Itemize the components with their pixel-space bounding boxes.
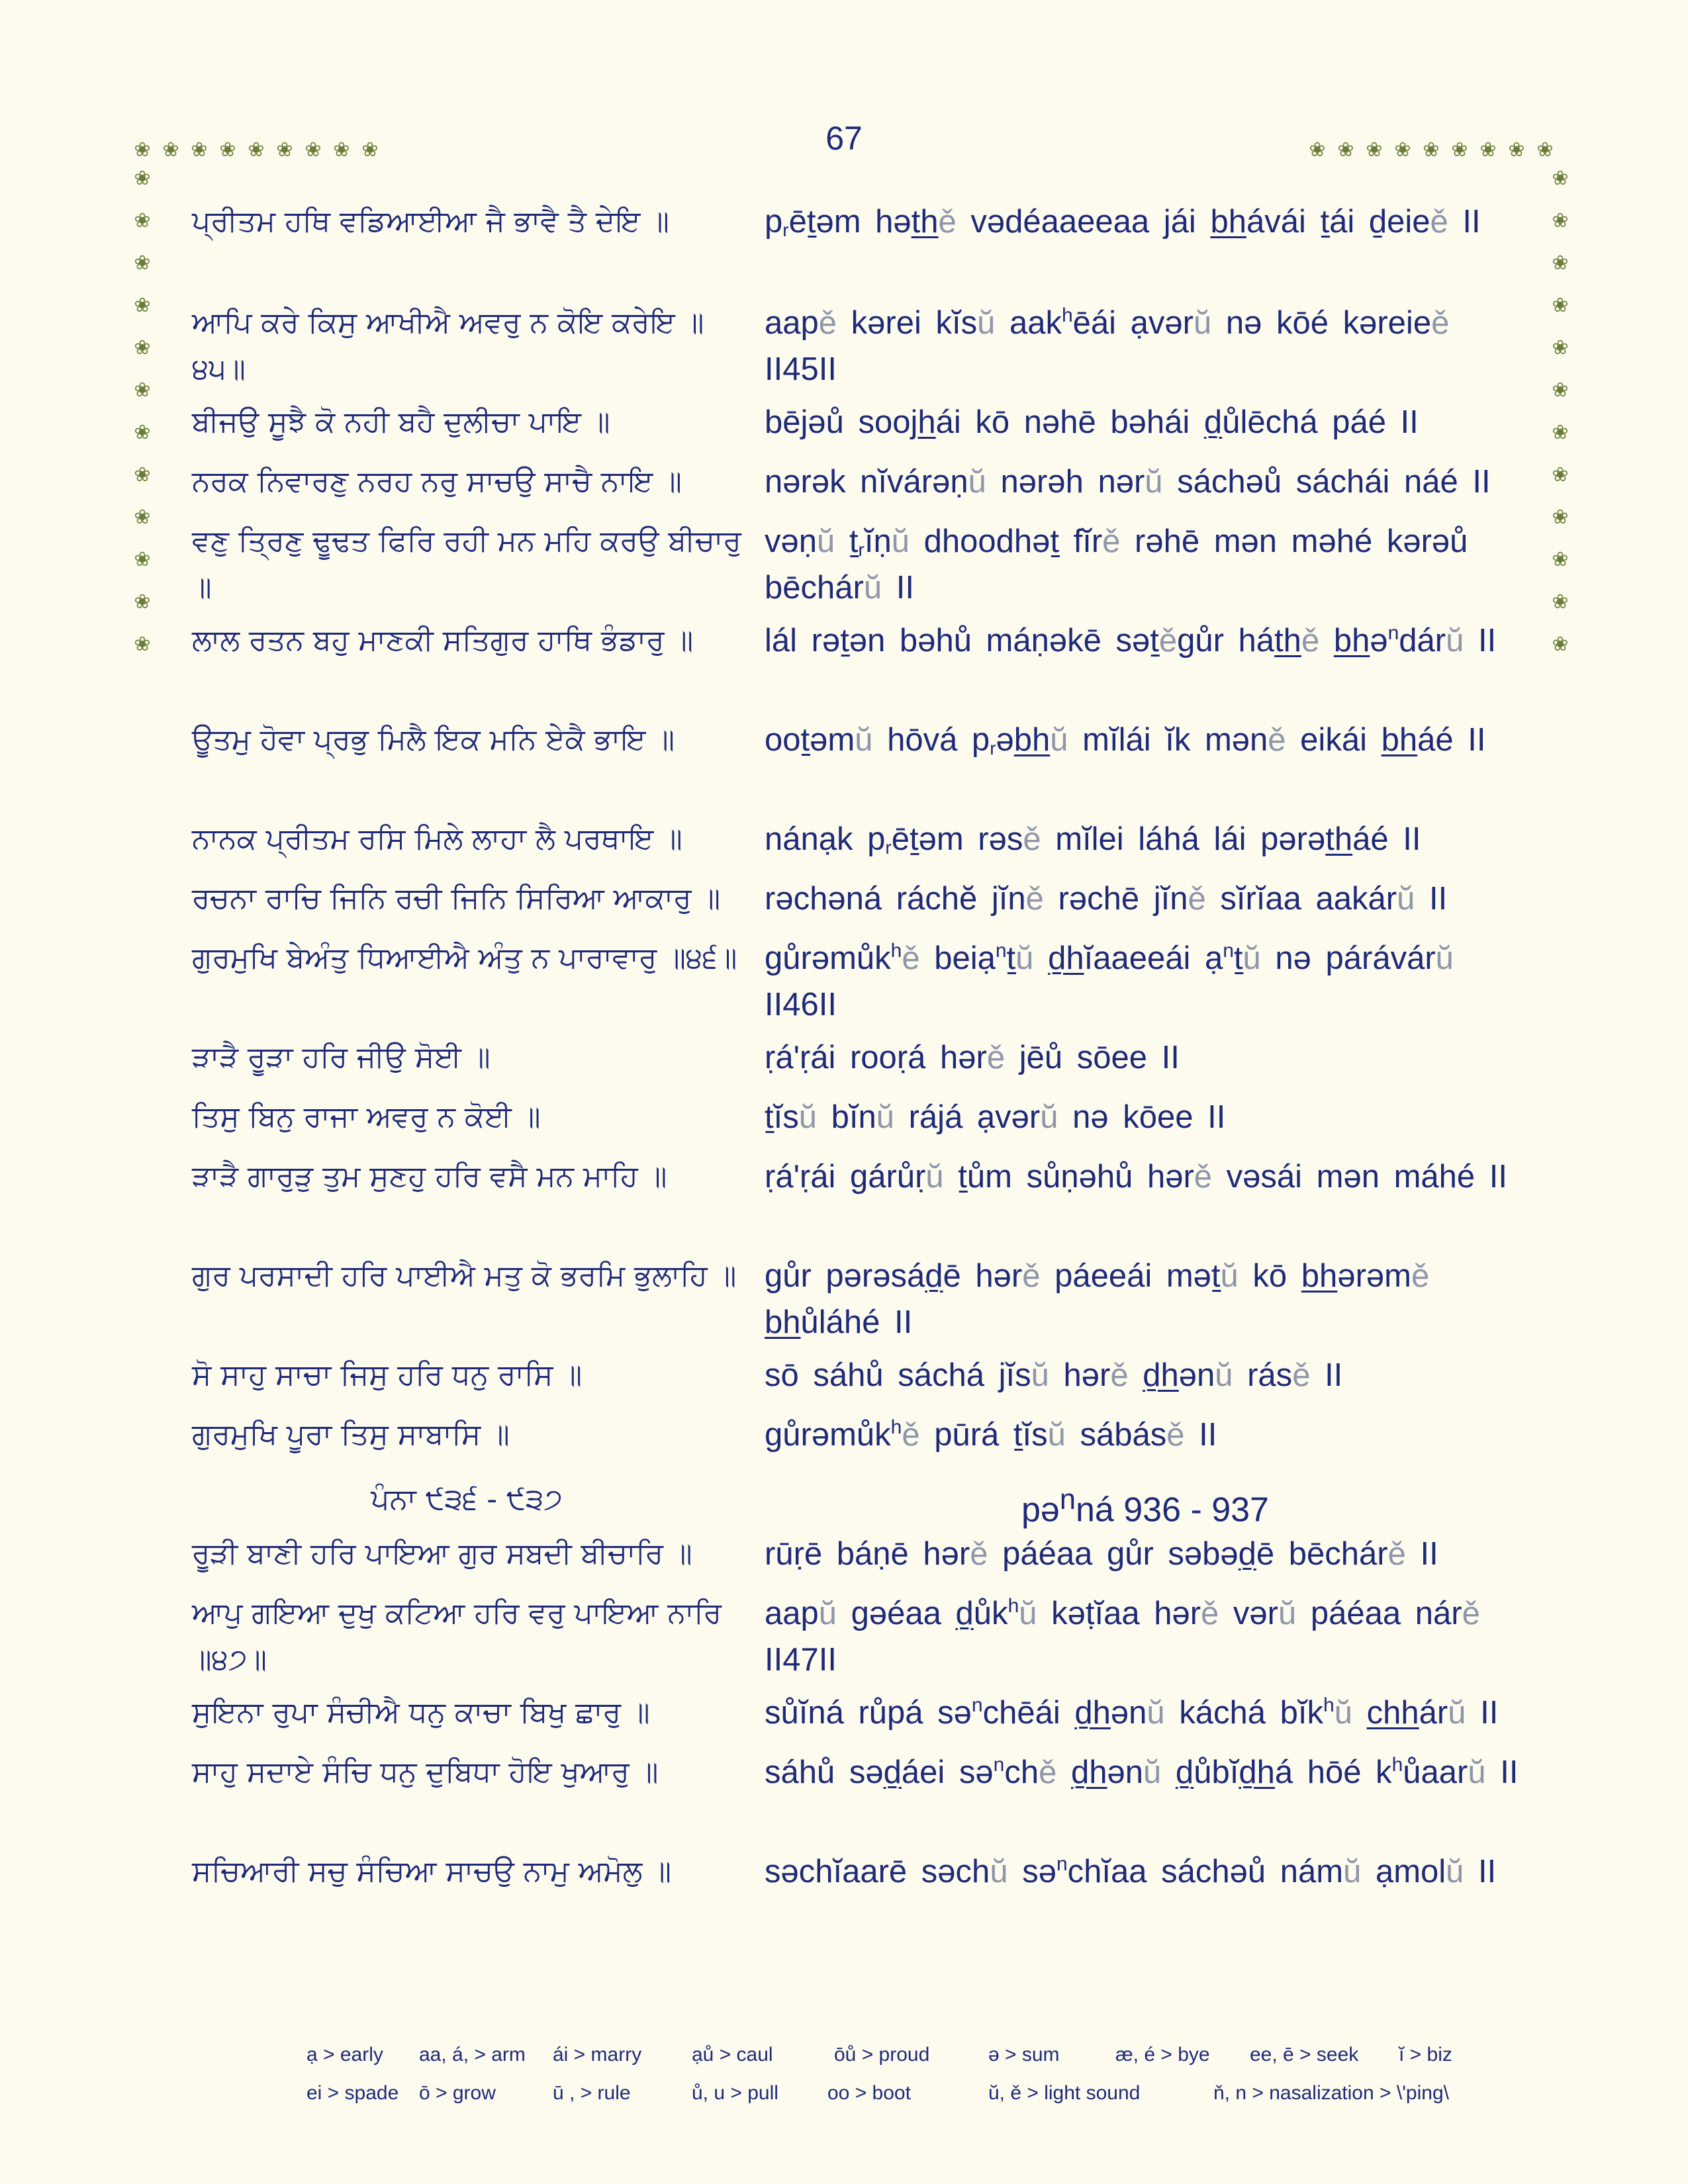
flower-icon: ❀ xyxy=(134,548,151,571)
transliteration-line: ṛá'ṛái rooṛá hərě jēů sōee II xyxy=(765,1040,1180,1075)
flower-icon: ❀ xyxy=(134,138,151,161)
transliteration-line: vəṇŭ ṯ$_r$ĭṇŭ dhoodhəṯ fĭrě rəhē mən məhé kərəů bēchárŭ II xyxy=(765,523,1468,606)
transliteration-line: ooṯəmŭ hōvá $p_rəbhŭ$ mĭlái ĭk məně eikái bháé II xyxy=(765,722,1486,758)
gurmukhi-line: ਰਚਨਾ ਰਾਚਿ ਜਿਨਿ ਰਚੀ ਜਿਨਿ ਸਿਰਿਆ ਆਕਾਰੁ ॥ xyxy=(192,882,721,915)
legend-item: ạ > early xyxy=(306,2044,383,2066)
flower-icon: ❀ xyxy=(134,209,151,232)
flower-icon: ❀ xyxy=(134,463,151,486)
flower-icon: ❀ xyxy=(134,633,151,656)
flower-icon: ❀ xyxy=(134,590,151,614)
gurmukhi-line: ਬੀਜਉ ਸੂਝੈ ਕੋ ਨਹੀ ਬਹੈ ਦੁਲੀਚਾ ਪਾਇ ॥ xyxy=(192,405,610,439)
transliteration-line: lál rəṯən bəhů máṇəkē səṯěgůr háthě bhə$^n$dárŭ II xyxy=(765,622,1497,659)
flower-icon: ❀ xyxy=(1552,463,1569,486)
legend-item: oo > boot xyxy=(827,2082,911,2104)
flower-icon: ❀ xyxy=(1394,138,1411,161)
flower-icon: ❀ xyxy=(1552,209,1569,232)
legend-item: ĭ > biz xyxy=(1399,2044,1452,2066)
gurmukhi-line: ਵਣੁ ਤ੍ਰਿਣੁ ਢੂਢਤ ਫਿਰਿ ਰਹੀ ਮਨ ਮਹਿ ਕਰਉ ਬੀਚਾਰੁ ॥ xyxy=(192,524,741,604)
flower-icon: ❀ xyxy=(1552,294,1569,317)
flower-icon: ❀ xyxy=(1552,251,1569,275)
gurmukhi-line: ਸਚਿਆਰੀ ਸਚੁ ਸੰਚਿਆ ਸਾਚਉ ਨਾਮੁ ਅਮੋਲੁ ॥ xyxy=(192,1854,671,1888)
legend-item: aa, á, > arm xyxy=(419,2044,526,2066)
transliteration-line: sáhů səḏáei sə$^n$chě ḏhənŭ ḏůbĭḏhá hōé $k^hůaarŭ$ II xyxy=(765,1754,1519,1790)
gurmukhi-line: ਆਪੁ ਗਇਆ ਦੁਖੁ ਕਟਿਆ ਹਰਿ ਵਰੁ ਪਾਇਆ ਨਾਰਿ ॥੪੭॥ xyxy=(192,1596,722,1676)
flower-icon: ❀ xyxy=(134,336,151,359)
flower-icon: ❀ xyxy=(134,506,151,529)
gurmukhi-line: ੜਾੜੈ ਗਾਰੁੜੁ ਤੁਮ ਸੁਣਹੁ ਹਰਿ ਵਸੈ ਮਨ ਮਾਹਿ ॥ xyxy=(192,1160,667,1193)
page-heading-roman: pə$^n$ná 936 - 937 xyxy=(1021,1484,1269,1529)
legend-item: ee, ē > seek xyxy=(1250,2044,1359,2066)
legend-item: ōů > proud xyxy=(834,2044,930,2066)
legend-item: ạů > caul xyxy=(692,2044,773,2066)
flower-icon: ❀ xyxy=(1451,138,1468,161)
gurmukhi-line: ਆਪਿ ਕਰੇ ਕਿਸੁ ਆਖੀਐ ਅਵਰੁ ਨ ਕੋਇ ਕਰੇਇ ॥੪੫॥ xyxy=(192,306,704,386)
flower-icon: ❀ xyxy=(361,138,379,161)
legend-item: ə > sum xyxy=(988,2044,1060,2066)
flower-icon: ❀ xyxy=(134,379,151,402)
flower-icon: ❀ xyxy=(1536,138,1554,161)
flower-icon: ❀ xyxy=(1479,138,1497,161)
flower-icon: ❀ xyxy=(333,138,350,161)
transliteration-line: aapŭ gəéaa ḏůk$^h$ŭ kəṭĭaa hərě vərŭ páéaa nárě II47II xyxy=(765,1595,1480,1678)
transliteration-line: sůĭná růpá sə$^n$chēái ḏhənŭ káchá bĭk$^h$ŭ chhárŭ II xyxy=(765,1694,1499,1731)
transliteration-line: nánạk $p_rēṯəm$ rəsě mĭlei láhá lái pərətháé II xyxy=(765,821,1421,858)
flower-icon: ❀ xyxy=(1552,590,1569,614)
flower-icon: ❀ xyxy=(1309,138,1326,161)
transliteration-line: ṯĭsŭ bĭnŭ rájá ạvərŭ nə kōee II xyxy=(765,1099,1226,1135)
legend-item: ái > marry xyxy=(553,2044,642,2066)
flower-icon: ❀ xyxy=(1552,167,1569,190)
flower-icon: ❀ xyxy=(1552,548,1569,571)
legend-item: ei > spade xyxy=(306,2082,399,2104)
gurmukhi-line: ੜਾੜੈ ਰੂੜਾ ਹਰਿ ਜੀਉ ਸੋਈ ॥ xyxy=(192,1040,491,1074)
legend-item: ō > grow xyxy=(419,2082,496,2104)
transliteration-line: gůrəmůk$^h$ě pūrá ṯĭsŭ sábásě II xyxy=(765,1416,1217,1453)
flower-icon: ❀ xyxy=(134,421,151,444)
legend-item: ū , > rule xyxy=(553,2082,631,2104)
gurmukhi-line: ਲਾਲ ਰਤਨ ਬਹੁ ਮਾਣਕੀ ਸਤਿਗੁਰ ਹਾਥਿ ਭੰਡਾਰੁ ॥ xyxy=(192,623,694,657)
flower-icon: ❀ xyxy=(1552,506,1569,529)
transliteration-line: səchĭaarē səchŭ sə$^n$chĭaa sáchəů námŭ ạmolŭ II xyxy=(765,1853,1497,1889)
gurmukhi-line: ਸੋ ਸਾਹੁ ਸਾਚਾ ਜਿਸੁ ਹਰਿ ਧਨੁ ਰਾਸਿ ॥ xyxy=(192,1358,583,1392)
transliteration-line: rūṛē báṇē hərě páéaa gůr səbəḏē bēchárě II xyxy=(765,1536,1438,1572)
gurmukhi-line: ਰੂੜੀ ਬਾਣੀ ਹਰਿ ਪਾਇਆ ਗੁਰ ਸਬਦੀ ਬੀਚਾਰਿ ॥ xyxy=(192,1537,692,1570)
gurmukhi-line: ਨਾਨਕ ਪ੍ਰੀਤਮ ਰਸਿ ਮਿਲੇ ਲਾਹਾ ਲੈ ਪਰਥਾਇ ॥ xyxy=(192,822,682,856)
flower-icon: ❀ xyxy=(1337,138,1354,161)
page-number: 67 xyxy=(825,120,863,157)
gurmukhi-line: ਤਿਸੁ ਬਿਨੁ ਰਾਜਾ ਅਵਰੁ ਨ ਕੋਈ ॥ xyxy=(192,1100,541,1134)
transliteration-line: gůr pərəsáḏē hərě páeeái məṯŭ kō bhərəmě bhůláhé II xyxy=(765,1258,1430,1340)
transliteration-line: ṛá'ṛái gárůṛŭ ṯům sůṇəhů hərě vəsái mən máhé II xyxy=(765,1159,1507,1195)
flower-icon: ❀ xyxy=(162,138,179,161)
gurmukhi-line: ਗੁਰਮੁਖਿ ਬੇਅੰਤੁ ਧਿਆਈਐ ਅੰਤੁ ਨ ਪਾਰਾਵਾਰੁ ॥੪੬॥ xyxy=(192,941,737,975)
gurmukhi-line: ਨਰਕ ਨਿਵਾਰਣੁ ਨਰਹ ਨਰੁ ਸਾਚਉ ਸਾਚੈ ਨਾਇ ॥ xyxy=(192,465,682,498)
flower-icon: ❀ xyxy=(219,138,236,161)
gurmukhi-line: ਸਾਹੁ ਸਦਾਏ ਸੰਚਿ ਧਨੁ ਦੁਬਿਧਾ ਹੋਇ ਖੁਆਰੁ ॥ xyxy=(192,1755,659,1789)
flower-icon: ❀ xyxy=(134,251,151,275)
transliteration-line: nərək nĭvárəṇŭ nərəh nərŭ sáchəů sáchái náé II xyxy=(765,464,1491,500)
gurmukhi-line: ਗੁਰ ਪਰਸਾਦੀ ਹਰਿ ਪਾਈਐ ਮਤੁ ਕੋ ਭਰਮਿ ਭੁਲਾਹਿ ॥ xyxy=(192,1259,737,1293)
transliteration-line: $p_rēṯəm$ həthě vədéaaeeaa jái bhávái ṯái ḏeieě II xyxy=(765,204,1481,240)
gurmukhi-line: ਪ੍ਰੀਤਮ ਹਥਿ ਵਡਿਆਈਆ ਜੈ ਭਾਵੈ ਤੈ ਦੇਇ ॥ xyxy=(192,205,669,238)
flower-icon: ❀ xyxy=(134,294,151,317)
transliteration-line: gůrəmůk$^h$ě beiạ$^n$ṯŭ ḏhĭaaeeái ạ$^n$ṯŭ nə párávárŭ II46II xyxy=(765,940,1454,1023)
flower-icon: ❀ xyxy=(276,138,293,161)
gurmukhi-line: ਗੁਰਮੁਖਿ ਪੂਰਾ ਤਿਸੁ ਸਾਬਾਸਿ ॥ xyxy=(192,1418,510,1451)
flower-icon: ❀ xyxy=(1552,421,1569,444)
legend-item: ů, u > pull xyxy=(692,2082,778,2104)
flower-icon: ❀ xyxy=(134,167,151,190)
gurmukhi-line: ਸੁਇਨਾ ਰੁਪਾ ਸੰਚੀਐ ਧਨੁ ਕਾਚਾ ਬਿਖੁ ਛਾਰੁ ॥ xyxy=(192,1696,650,1729)
flower-icon: ❀ xyxy=(191,138,208,161)
page-heading-gurmukhi: ਪੰਨਾ ੯੩੬ - ੯੩੭ xyxy=(371,1482,563,1516)
legend-item: ŭ, ě > light sound xyxy=(988,2082,1141,2104)
legend-item: ň, n > nasalization > \'ping\ xyxy=(1213,2082,1449,2104)
transliteration-line: bējəů soojhái kō nəhē bəhái ḏůlēchá páé II xyxy=(765,404,1419,440)
flower-icon: ❀ xyxy=(1508,138,1525,161)
flower-icon: ❀ xyxy=(1552,336,1569,359)
legend-item: æ, é > bye xyxy=(1115,2044,1210,2066)
flower-icon: ❀ xyxy=(1552,379,1569,402)
flower-icon: ❀ xyxy=(1366,138,1383,161)
gurmukhi-line: ਊਤਮੁ ਹੋਵਾ ਪ੍ਰਭੁ ਮਿਲੈ ਇਕ ਮਨਿ ਏਕੈ ਭਾਇ ॥ xyxy=(192,723,675,756)
flower-icon: ❀ xyxy=(248,138,265,161)
transliteration-line: aapě kərei kĭsŭ aak$^h$ēái ạvərŭ nə kōé kəreieě II45II xyxy=(765,304,1450,387)
transliteration-line: rəchəná ráche jĭně rəchē jĭně sĭrĭaa aakárŭ II xyxy=(765,881,1448,917)
flower-icon: ❀ xyxy=(1552,633,1569,656)
flower-icon: ❀ xyxy=(305,138,322,161)
transliteration-line: sō sáhů sáchá jĭsŭ hərě ḏhənŭ rásě II xyxy=(765,1357,1343,1393)
flower-icon: ❀ xyxy=(1423,138,1440,161)
